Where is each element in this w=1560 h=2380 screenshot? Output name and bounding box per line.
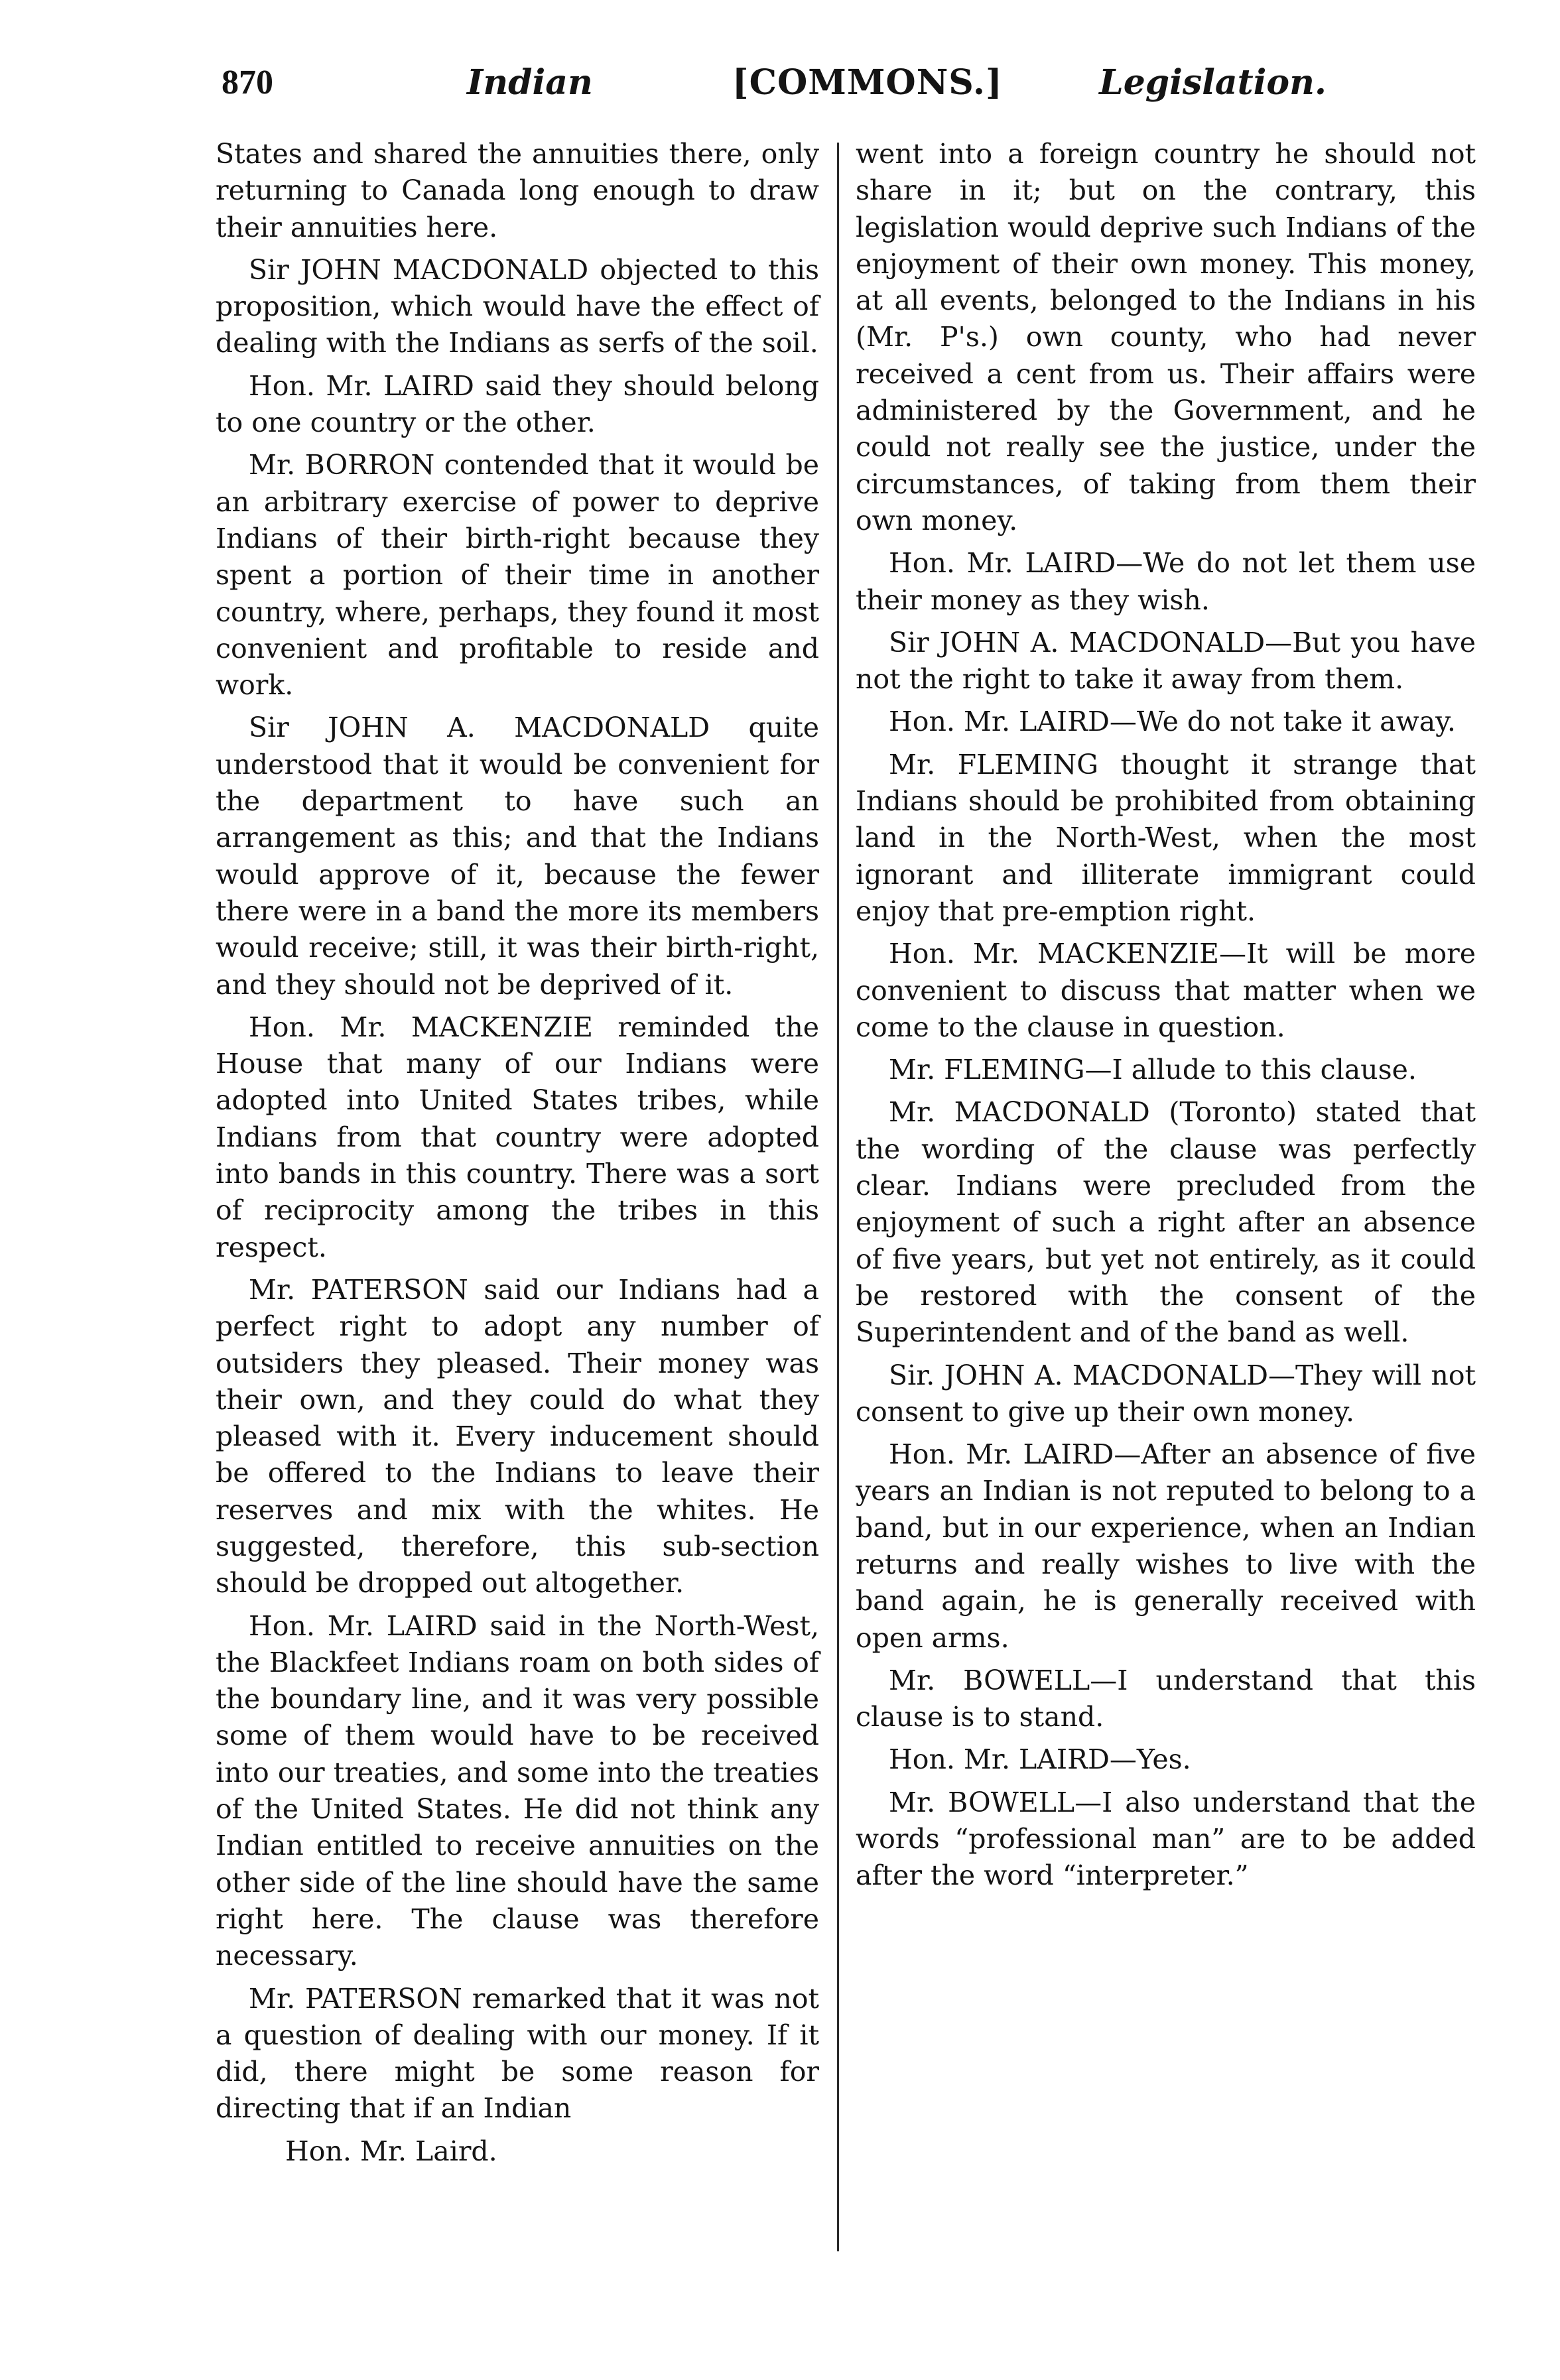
page-header <box>222 53 1327 113</box>
paragraph: Hon. Mr. MACKENZIE reminded the House that many of our Indians were adopted into United States tribes, while Indians from that country were adopted into bands in this country. There was a sort of reciprocity among the tribes in this respect. <box>216 1011 819 1263</box>
right-column <box>856 136 1476 1901</box>
paragraph: States and shared the annuities there, only returning to Canada long enough to draw their annuities here. <box>216 138 819 243</box>
paragraph: Mr. BOWELL—I understand that this clause is to stand. <box>856 1664 1476 1733</box>
paragraph: Mr. PATERSON said our Indians had a perfect right to adopt any number of outsiders they pleased. Their money was their own, and they could do what they pleased with it. Every inducement should be offered to the Indians to leave their reserves and mix with the whites. He suggested, therefore, this sub-section should be dropped out altogether. <box>216 1273 819 1599</box>
paragraph: Hon. Mr. LAIRD—We do not let them use their money as they wish. <box>856 547 1476 616</box>
paragraph: went into a foreign country he should not share in it; but on the contrary, this legislation would deprive such Indians of the enjoyment of their own money. This money, at all events, belonged to the Indians in his (Mr. P's.) own county, who had never received a cent from us. Their affairs were administered by the Government, and he could not really see the justice, under the circumstances, of taking from them their own money. <box>856 138 1476 536</box>
paragraph: Mr. BOWELL—I also understand that the words “professional man” are to be added after the word “interpreter.” <box>856 1786 1476 1892</box>
running-title-center: [COMMONS.] <box>732 62 1003 103</box>
left-column <box>216 136 819 2176</box>
paragraph: Mr. FLEMING—I allude to this clause. <box>889 1054 1417 1086</box>
paragraph: Sir JOHN A. MACDONALD quite understood that it would be convenient for the department to have such an arrangement as this; and that the Indians would approve of it, because the fewer there were in a band the more its members would receive; still, it was their birth-right, and they should not be deprived of it. <box>216 712 819 1001</box>
paragraph: Hon. Mr. LAIRD—After an absence of five years an Indian is not reputed to belong to a band, but in our experience, when an Indian returns and really wishes to live with the band again, he is generally received with open arms. <box>856 1438 1476 1654</box>
column-divider <box>837 143 839 2251</box>
paragraph: Hon. Mr. LAIRD—Yes. <box>889 1743 1191 1776</box>
running-title-right: Legislation. <box>1099 62 1327 103</box>
paragraph: Sir JOHN MACDONALD objected to this proposition, which would have the effect of dealing with the Indians as serfs of the soil. <box>216 253 819 359</box>
footer-signature: Hon. Mr. Laird. <box>285 2135 497 2167</box>
running-title-left: Indian <box>467 62 593 103</box>
paragraph: Hon. Mr. LAIRD—We do not take it away. <box>889 706 1456 738</box>
paragraph: Sir. JOHN A. MACDONALD—They will not consent to give up their own money. <box>856 1359 1476 1428</box>
paragraph: Mr. BORRON contended that it would be an arbitrary exercise of power to deprive Indians of their birth-right because they spent a portion of their time in another country, where, perhaps, they found it most convenient and profitable to reside and work. <box>216 449 819 702</box>
page-number: 870 <box>222 64 273 101</box>
paragraph: Hon. Mr. MACKENZIE—It will be more convenient to discuss that matter when we come to the clause in question. <box>856 938 1476 1043</box>
paragraph: Sir JOHN A. MACDONALD—But you have not the right to take it away from them. <box>856 626 1476 696</box>
paragraph: Hon. Mr. LAIRD said in the North-West, the Blackfeet Indians roam on both sides of the boundary line, and it was very possible some of them would have to be received into our treaties, and some into the treaties of the United States. He did not think any Indian entitled to receive annuities on the other side of the line should have the same right here. The clause was therefore necessary. <box>216 1609 819 1972</box>
paragraph: Mr. MACDONALD (Toronto) stated that the wording of the clause was perfectly clear. Indians were precluded from the enjoyment of such a right after an absence of five years, but yet not entirely, as it could be restored with the consent of the Superintendent and of the band as well. <box>856 1096 1476 1349</box>
paragraph: Hon. Mr. LAIRD said they should belong to one country or the other. <box>216 369 819 439</box>
paragraph: Mr. PATERSON remarked that it was not a question of dealing with our money. If it did, there might be some reason for directing that if an Indian <box>216 1982 819 2125</box>
paragraph: Mr. FLEMING thought it strange that Indians should be prohibited from obtaining land in the North-West, when the most ignorant and illiterate immigrant could enjoy that pre-emption right. <box>856 748 1476 927</box>
